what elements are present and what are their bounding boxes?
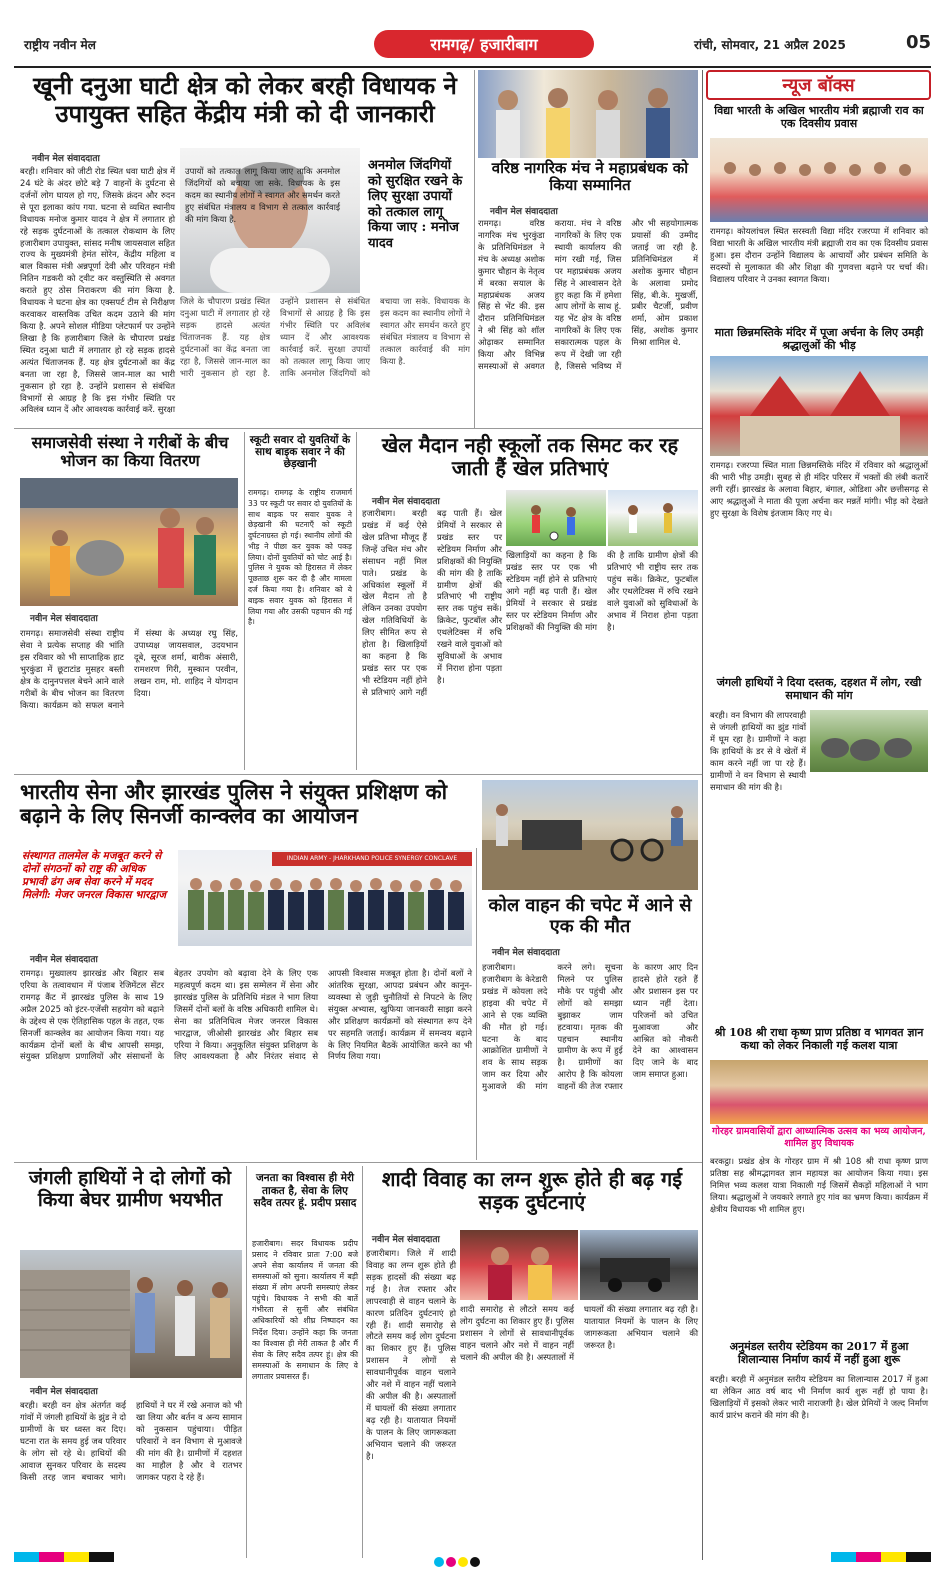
sidebar-item-4-photo [710, 1060, 928, 1124]
masthead [14, 28, 931, 64]
story6-pull-quote: संस्थागत तालमेल के मजबूत करने से दोनों संगठनों को राष्ट्र की अधिक प्रभावी ढंग अब सेवा करने में मदद मिलेगी: मेजर जनरल विकास भारद्वाज [22, 850, 167, 902]
story2-body: रामगढ़। वरिष्ठ नागरिक मंच भुरकुंडा के प्रतिनिधिमंडल ने मंच के अध्यक्ष अशोक कुमार चौहान के नेतृत्व में बरका सयाल के महाप्रबंधक अजय सिंह से भेंट की. इस दौरान प्रतिनिधिमंडल ने श्री सिंह को शॉल ओढ़ाकर सम्मानित किया और विभिन्न समस्याओं से अवगत कराया. मंच ने वरिष्ठ नागरिकों के लिए एक स्थायी कार्यालय की मांग रखी गई, जिस पर महाप्रबंधक अजय सिंह ने आश्वासन देते हुए कहा कि में हमेशा आप लोगों के साथ हूं. यह भेंट क्षेत्र के वरिष्ठ नागरिकों के लिए एक सकारात्मक पहल के रूप में देखी जा रही है, जिससे भविष्य में और भी सहयोगात्मक प्रयासों की उम्मीद जताई जा रही है. प्रतिनिधिमंडल में अशोक कुमार चौहान के अलावा प्रमोद सिंह, बी.के. मुखर्जी, प्रबीर चैटर्जी, प्रवीण शर्मा, ओम प्रकाश सिंह, अशोक कुमार मिश्रा शामिल थे. [478, 218, 698, 372]
page-number: 05 [906, 32, 932, 53]
sidebar-item-5-body: बरही। बरही में अनुमंडल स्तरीय स्टेडियम का शिलान्यास 2017 में हुआ था लेकिन आठ वर्ष बाद भी निर्माण कार्य शुरू नहीं हो पाया है। खिलाड़ियों में इसको लेकर भारी नाराजगी है। खेल प्रेमियों ने जल्द निर्माण कार्य प्रारंभ कराने की मांग की है। [710, 1374, 928, 1420]
story1-byline: नवीन मेल संवाददाता [32, 154, 100, 164]
sidebar-item-3-body: बरही। वन विभाग की लापरवाही से जंगली हाथियों का झुंड गांवों में घूम रहा है। ग्रामीणों ने कहा कि हाथियों के डर से वे खेतों में काम करने नहीं जा पा रहे हैं। ग्रामीणों ने वन विभाग से स्थायी समाधान की मांग की है। [710, 710, 806, 792]
story9-body: हजारीबाग। सदर विधायक प्रदीप प्रसाद ने रविवार प्रातः 7:00 बजे अपने सेवा कार्यालय में जनता की समस्याओं को सुना। कार्यालय में बड़ी संख्या में लोग अपनी समस्याएं लेकर पहुंचे। विधायक ने सभी की बातें गंभीरता से सुनीं और संबंधित अधिकारियों को शीघ्र निष्पादन का निर्देश दिया। उन्होंने कहा कि जनता का विश्वास ही मेरी ताकत है और मैं सेवा के लिए सदैव तत्पर हूं। क्षेत्र की समस्याओं के समाधान के लिए वे लगातार प्रयासरत हैं। [252, 1239, 358, 1381]
story3-headline: समाजसेवी संस्था ने गरीबों के बीच भोजन का किया वितरण [31, 433, 229, 471]
sidebar-item-1-photo [710, 138, 928, 222]
story5-photo [506, 490, 606, 546]
masthead-logo: राष्ट्रीय नवीन मेल [24, 38, 96, 52]
story10-photo-2 [580, 1230, 698, 1300]
story2-headline: वरिष्ठ नागरिक मंच ने महाप्रबंधक को किया सम्मानित [491, 159, 689, 195]
story1-body-bottom: जिले के चौपारण प्रखंड स्थित दनुआ घाटी में लगातार हो रहे सड़क हादसे अत्यंत चिंताजनक हैं. यह क्षेत्र दुर्घटनाओं का केंद्र बनता जा रहा है, जिससे जान-माल का भारी नुकसान हो रहा है. उन्होंने प्रशासन से संबंधित विभागों से आग्रह है कि इस गंभीर स्थिति पर अविलंब ध्यान दें और आवश्यक कार्रवाई करें. सुरक्षा उपायों को तत्काल लागू किया जाए ताकि अनमोल जिंदगियों को बचाया जा सके. विधायक के इस कदम का स्थानीय लोगों ने स्वागत और समर्थन करते हुए संबंधित मंत्रालय व विभाग से तत्काल कार्रवाई की मांग किया है. [180, 296, 470, 378]
section-title: रामगढ़/ हजारीबाग [430, 35, 538, 54]
sidebar-item-4-body: बरकट्ठा। प्रखंड क्षेत्र के गोरहर ग्राम में श्री 108 श्री राधा कृष्ण प्राण प्रतिष्ठा सह श्रीमद्भागवत ज्ञान महायज्ञ का आयोजन किया गया। इस निमित्त भव्य कलश यात्रा निकाली गई जिसमें सैकड़ों महिलाओं ने भाग लिया। श्रद्धालुओं ने जयकारे लगाते हुए गांव का भ्रमण किया। कार्यक्रम में क्षेत्रीय विधायक भी शामिल हुए। [710, 1156, 928, 1214]
story10-body-right: शादी समारोह से लौटते समय कई लोग दुर्घटना का शिकार हुए हैं। पुलिस प्रशासन ने लोगों से सावधानीपूर्वक वाहन चलाने और नशे में वाहन नहीं चलाने की अपील की है। अस्पतालों में घायलों की संख्या लगातार बढ़ रही है। यातायात नियमों के पालन के लिए जागरूकता अभियान चलाने की जरूरत है। [460, 1304, 698, 1362]
story5-photo-2 [608, 490, 698, 546]
story3-photo [20, 478, 238, 606]
sidebar-item-3-headline: जंगली हाथियों ने दिया दस्तक, दहशत में लोग, रखी समाधान की मांग [716, 676, 922, 703]
story6-banner: INDIAN ARMY - JHARKHAND POLICE SYNERGY CONCLAVE [272, 852, 472, 866]
story4-body: रामगढ़। रामगढ़ के राष्ट्रीय राजमार्ग 33 पर स्कूटी पर सवार दो युवतियों के साथ बाइक पर सवार युवक ने छेड़खानी की घटनाएँ को स्कूटी दुर्घटनाग्रस्त हो गई। स्थानीय लोगों की भीड़ ने पीछा कर युवक को पकड़ लिया। दोनों युवतियों को चोट आई है। पुलिस ने युवक को हिरासत में लेकर पूछताछ शुरू कर दी है और मामला दर्ज किया गया है। शनिवार को ये बाइक सवार युवक को हिरासत में लिया गया और उसकी पहचान की गई है। [248, 488, 352, 627]
story3-byline: नवीन मेल संवाददाता [30, 614, 98, 624]
story8-body: बरही। बरही वन क्षेत्र अंतर्गत कई गांवों में जंगली हाथियों के झुंड ने दो ग्रामीणों के घर ध्वस्त कर दिए। घटना रात के समय हुई जब परिवार के लोग सो रहे थे। हाथियों की आवाज सुनकर परिवार के सदस्य किसी तरह जान बचाकर भागे। हाथियों ने घर में रखे अनाज को भी खा लिया और बर्तन व अन्य सामान को नुकसान पहुंचाया। पीड़ित परिवारों ने वन विभाग से मुआवजे की मांग की है। ग्रामीणों में दहशत का माहौल है और वे रातभर जागकर पहरा दे रहे हैं। [20, 1400, 242, 1482]
dateline: रांची, सोमवार, 21 अप्रैल 2025 [694, 38, 846, 52]
story6-byline: नवीन मेल संवाददाता [30, 955, 98, 965]
story1-pull-quote: अनमोल जिंदगियों को सुरक्षित रखने के लिए सुरक्षा उपायों को तत्काल लागू किया जाए : मनोज यादव [368, 158, 463, 251]
story1-body-left: बरही। शनिवार को जीटी रोड स्थित धवा घाटी क्षेत्र में 24 घंटे के अंदर छोटे बड़े 7 वाहनों के दुर्घटना से दर्जनों लोग घायल हो गए, जिसके क्रंदन और रुदन से पूरा इलाका कांप गया. घटना से व्यथित स्थानीय विधायक मनोज कुमार यादव ने क्षेत्र में लगातार हो रहे सड़क दुर्घटनाओं के तत्काल रोकथाम के लिए हजारीबाग उपायुक्त, सांसद मनीष जायसवाल सहित राज्य के मुख्यमंत्री हेमंत सोरेन, केंद्रीय महिला व बाल विकास मंत्री अन्नपूर्णा देवी और परिवहन मंत्री नितिन गडकरी को ट्वीट कर वस्तुस्थिति से अवगत कराते हुए ठोस निराकरण की मांग किया है. विधायक ने घटना क्षेत्र का एक्सपर्ट टीम से निरीक्षण करवाकर वास्तविक उचित कदम उठाने की मांग किया है. अपने सोशल मीडिया प्लेटफार्म पर उन्होंने लिखा है कि हजारीबाग जिले के चौपारण प्रखंड स्थित दनुआ घाटी में लगातार हो रहे सड़क हादसे अत्यंत चिंताजनक हैं. यह क्षेत्र दुर्घटनाओं का केंद्र बनता जा रहा है, जिससे जान-माल का भारी नुकसान हो रहा है. उन्होंने प्रशासन से संबंधित विभागों से आग्रह है कि इस गंभीर स्थिति पर अविलंब ध्यान दें और आवश्यक कार्रवाई करें. सुरक्षा उपायों को तत्काल लागू किया जाए ताकि अनमोल जिंदगियों को बचाया जा सके. विधायक के इस कदम का स्थानीय लोगों ने स्वागत और समर्थन करते हुए संबंधित मंत्रालय व विभाग से तत्काल कार्रवाई की मांग किया है. [20, 166, 340, 415]
story10-byline: नवीन मेल संवाददाता [372, 1235, 440, 1245]
sidebar-item-1-body: रामगढ़। कोयलांचल स्थित सरस्वती विद्या मंदिर रजरप्पा में शनिवार को विद्या भारती के अखिल भारतीय मंत्री ब्रह्माजी राव का एक दिवसीय प्रवास हुआ। इस दौरान उन्होंने विद्यालय के आचार्यों और प्रबंधन समिति के सदस्यों से मुलाकात की और शिक्षा की गुणवत्ता बढ़ाने पर चर्चा की। विद्यालय परिवार ने उनका स्वागत किया। [710, 226, 928, 284]
sidebar-item-2-photo [710, 356, 928, 456]
story7-photo [482, 780, 698, 890]
story8-headline: जंगली हाथियों ने दो लोगों को किया बेघर ग्रामीण भयभीत [28, 1167, 232, 1211]
story5-byline: नवीन मेल संवाददाता [372, 497, 440, 507]
sidebar-item-4-headline: श्री 108 श्री राधा कृष्ण प्राण प्रतिष्ठा व भागवत ज्ञान कथा को लेकर निकाली गई कलश यात्रा [714, 1026, 924, 1053]
sidebar-item-2-headline: माता छिन्नमस्तिके मंदिर में पूजा अर्चना के लिए उमड़ी श्रद्धालुओं की भीड़ [714, 326, 924, 353]
story3-body: रामगढ़। समाजसेवी संस्था राष्ट्रीय सेवा ने प्रत्येक सप्ताह की भांति इस रविवार को भी साप्ताहिक हाट भुरकुंडा में छूटाटांड मुसहर बस्ती क्षेत्र के दानुनपत्तल बेचने आने वाले गरीबों के बीच भोजन का वितरण किया। कार्यक्रम को सफल बनाने में संस्था के अध्यक्ष रघु सिंह, उपाध्यक्ष जायसवाल, उदयभान दूबे, सूरज शर्मा, बारीक अंसारी, रामशरण गिरी, मुस्कान परवीन, लखन राम, मो. शाहिद ने योगदान दिया। [20, 628, 238, 710]
story8-byline: नवीन मेल संवाददाता [30, 1387, 98, 1397]
story2-photo [478, 70, 698, 158]
sidebar-item-4-caption: गोरहर ग्रामवासियों द्वारा आध्यात्मिक उत्सव का भव्य आयोजन, शामिल हुए विधायक [712, 1126, 926, 1149]
sidebar-title: न्यूज बॉक्स [782, 75, 855, 96]
story6-headline: भारतीय सेना और झारखंड पुलिस ने संयुक्त प्रशिक्षण को बढ़ाने के लिए सिनर्जी कान्क्लेव का आयोजन [20, 779, 448, 829]
sidebar-item-5-headline: अनुमंडल स्तरीय स्टेडियम का 2017 में हुआ शिलान्यास निर्माण कार्य में नहीं हुआ शुरू [729, 1340, 909, 1367]
story10-headline: शादी विवाह का लग्न शुरू होते ही बढ़ गई सड़क दुर्घटनाएं [381, 1167, 683, 1214]
story1-headline: खूनी दनुआ घाटी क्षेत्र को लेकर बरही विधायक ने उपायुक्त सहित केंद्रीय मंत्री को दी जानकारी [33, 71, 457, 128]
footer-color-bar [14, 1552, 931, 1564]
sidebar-item-2-body: रामगढ़। रजरप्पा स्थित माता छिन्नमस्तिके मंदिर में रविवार को श्रद्धालुओं की भारी भीड़ उमड़ी। सुबह से ही मंदिर परिसर में भक्तों की लंबी कतारें लगी रहीं। झारखंड के अलावा बिहार, बंगाल, ओडिशा और छत्तीसगढ़ से आए श्रद्धालुओं ने माता की पूजा अर्चना कर मन्नतें मांगी। भीड़ को देखते हुए सुरक्षा के विशेष इंतजाम किए गए थे। [710, 460, 928, 518]
sidebar-item-3-photo [810, 710, 928, 772]
story7-headline: कोल वाहन की चपेट में आने से एक की मौत [488, 895, 692, 937]
story10-body: हजारीबाग। जिले में शादी विवाह का लग्न शुरू होते ही सड़क हादसों की संख्या बढ़ गई है। तेज रफ्तार और लापरवाही से वाहन चलाने के कारण प्रतिदिन दुर्घटनाएं हो रही हैं। शादी समारोह से लौटते समय कई लोग दुर्घटना का शिकार हुए हैं। पुलिस प्रशासन ने लोगों से सावधानीपूर्वक वाहन चलाने और नशे में वाहन नहीं चलाने की अपील की है। अस्पतालों में घायलों की संख्या लगातार बढ़ रही है। यातायात नियमों के पालन के लिए जागरूकता अभियान चलाने की जरूरत है। [366, 1248, 456, 1461]
story10-photo [460, 1230, 578, 1300]
story5-headline: खेल मैदान नही स्कूलों तक सिमट कर रह जाती हैं खेल प्रतिभाएं [381, 433, 679, 480]
story6-body: रामगढ़। मुख्यालय झारखंड और बिहार सब एरिया के तत्वावधान में पंजाब रेजिमेंटल सेंटर रामगढ़ कैंट में झारखंड पुलिस के साथ 19 अप्रैल 2025 को इंटर-एजेंसी सहयोग को बढ़ाने के उद्देश्य से एक ऐतिहासिक पहल के तहत, एक सिनर्जी कान्क्लेव का आयोजन किया गया। यह कार्यक्रम दोनों बलों के बीच आपसी समझ, संयुक्त प्रशिक्षण प्रणालियों और संसाधनों के बेहतर उपयोग को बढ़ावा देने के लिए एक महत्वपूर्ण कदम था। इस सम्मेलन में सेना और झारखंड पुलिस के प्रतिनिधि मंडल ने भाग लिया जिसमें दोनों बलों के वरिष्ठ अधिकारी शामिल थे। सेना का प्रतिनिधित्व मेजर जनरल विकास भारद्वाज, जीओसी झारखंड और बिहार सब एरिया ने किया। अनुकूलित संयुक्त प्रशिक्षण के लिए आवश्यकता है और निरंतर संवाद से आपसी विश्वास मजबूत होता है। दोनों बलों ने आंतरिक सुरक्षा, आपदा प्रबंधन और कानून-व्यवस्था से जुड़ी चुनौतियों से निपटने के लिए संयुक्त अभ्यास, खुफिया जानकारी साझा करने और प्रशिक्षण कार्यक्रमों को संस्थागत रूप देने पर सहमति जताई। कार्यक्रम में समन्वय बढ़ाने के लिए नियमित बैठकें आयोजित करने का भी निर्णय लिया गया। [20, 968, 472, 1062]
story6-photo [178, 850, 472, 946]
story5-body-right: खिलाड़ियों का कहना है कि प्रखंड स्तर पर एक भी स्टेडियम नहीं होने से प्रतिभाएं आगे नहीं बढ़ पाती हैं। खेल प्रेमियों ने सरकार से प्रखंड स्तर पर स्टेडियम निर्माण और प्रशिक्षकों की नियुक्ति की मांग की है ताकि ग्रामीण क्षेत्रों की प्रतिभाएं भी राष्ट्रीय स्तर तक पहुंच सकें। क्रिकेट, फुटबॉल और एथलेटिक्स में रुचि रखने वाले युवाओं को सुविधाओं के अभाव में निराश होना पड़ता है। [506, 550, 698, 632]
story8-photo [20, 1250, 242, 1378]
story5-body: हजारीबाग। बरही प्रखंड में कई ऐसे खेल प्रतिभा मौजूद हैं जिन्हें उचित मंच और संसाधन नहीं मिल पाते। प्रखंड के अधिकांश स्कूलों में खेल मैदान तो है लेकिन उनका उपयोग खेल गतिविधियों के लिए सीमित रूप से होता है। खिलाड़ियों का कहना है कि प्रखंड स्तर पर एक भी स्टेडियम नहीं होने से प्रतिभाएं आगे नहीं बढ़ पाती हैं। खेल प्रेमियों ने सरकार से प्रखंड स्तर पर स्टेडियम निर्माण और प्रशिक्षकों की नियुक्ति की मांग की है ताकि ग्रामीण क्षेत्रों की प्रतिभाएं भी राष्ट्रीय स्तर तक पहुंच सकें। क्रिकेट, फुटबॉल और एथलेटिक्स में रुचि रखने वाले युवाओं को सुविधाओं के अभाव में निराश होना पड़ता है। [362, 508, 502, 697]
sidebar-item-1-headline: विद्या भारती के अखिल भारतीय मंत्री ब्रह्माजी राव का एक दिवसीय प्रवास [714, 104, 924, 131]
story4-headline: स्कूटी सवार दो युवतियों के साथ बाइक सवार ने की छेड़खानी [249, 434, 351, 471]
story7-byline: नवीन मेल संवाददाता [492, 948, 560, 958]
story2-byline: नवीन मेल संवाददाता [490, 207, 558, 217]
story7-body: हजारीबाग। हजारीबाग के केरेडारी प्रखंड में कोयला लदे हाइवा की चपेट में आने से एक व्यक्ति की मौत हो गई। घटना के बाद आक्रोशित ग्रामीणों ने शव के साथ सड़क जाम कर दिया और मुआवजे की मांग करने लगे। सूचना मिलने पर पुलिस मौके पर पहुंची और लोगों को समझा बुझाकर जाम हटवाया। मृतक की पहचान स्थानीय ग्रामीण के रूप में हुई है। ग्रामीणों का आरोप है कि कोयला वाहनों की तेज रफ्तार के कारण आए दिन हादसे होते रहते हैं और प्रशासन इस पर ध्यान नहीं देता। परिजनों को उचित मुआवजा और आश्रित को नौकरी देने का आश्वासन दिए जाने के बाद जाम समाप्त हुआ। [482, 962, 698, 1092]
story9-pull-quote: जनता का विश्वास ही मेरी ताकत है, सेवा के लिए सदैव तत्पर हूं. प्रदीप प्रसाद [253, 1172, 357, 1210]
